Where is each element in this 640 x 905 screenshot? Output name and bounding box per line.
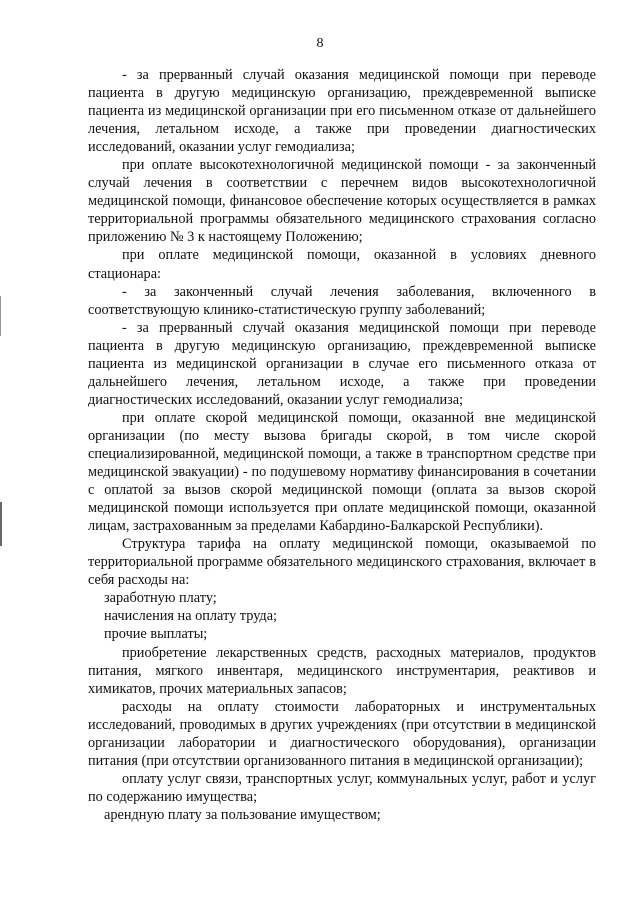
margin-binding-mark [0,502,2,546]
paragraph-completed-case: - за законченный случай лечения заболевания, включенного в соответствующую клинико-статистическую группу заболеваний; [88,283,596,318]
paragraph-interrupted-case: - за прерванный случай оказания медицинской помощи при переводе пациента в другую медицинскую организацию, преждевременной выписке пациента из медицинской организации при его письменном отказе от дальнейшего лечения, летальном исходе, а также при проведении диагностических исследований, оказании услуг гемодиализа; [88,67,596,156]
paragraph-interrupted-case-day-hospital: - за прерванный случай оказания медицинской помощи при переводе пациента в другую медицинскую организацию, преждевременной выписке пациента из медицинской организации в случае его письменного отказа от дальнейшего лечения, летальном исходе, а также при проведении диагностических исследований, оказании услуг гемодиализа; [88,319,596,408]
list-item: расходы на оплату стоимости лабораторных и инструментальных исследований, проводимых в других учреждениях (при отсутствии в медицинской организации лаборатории и диагностического оборудования), организации питания (при отсутствии организованного питания в медицинской организации); [88,698,596,769]
paragraph-tariff-structure: Структура тарифа на оплату медицинской помощи, оказываемой по территориальной программе обязательного медицинского страхования, включает в себя расходы на: [88,536,596,589]
list-item: начисления на оплату труда; [104,608,278,625]
list-item: прочие выплаты; [104,626,208,643]
margin-binding-mark [0,296,1,336]
page-number: 8 [316,36,324,51]
list-item: арендную плату за пользование имуществом; [104,806,381,823]
list-item: приобретение лекарственных средств, расходных материалов, продуктов питания, мягкого инвентаря, медицинского инструментария, реактивов и химикатов, прочих материальных запасов; [88,644,596,697]
paragraph-day-hospital: при оплате медицинской помощи, оказанной в условиях дневного стационара: [88,247,596,282]
list-item: заработную плату; [104,590,217,607]
paragraph-emergency-care: при оплате скорой медицинской помощи, оказанной вне медицинской организации (по месту вызова бригады скорой, в том числе скорой специализированной, медицинской помощи, а также в транспортном средстве при медицинской эвакуации) - по подушевому нормативу финансирования в сочетании с оплатой за вызов скорой медицинской помощи (оплата за вызов скорой медицинской помощи используется при оплате медицинской помощи, оказанной лицам, застрахованным за пределами Кабардино-Балкарской Республики). [88,409,596,535]
document-body [88,66,596,824]
list-item: оплату услуг связи, транспортных услуг, коммунальных услуг, работ и услуг по содержанию имущества; [88,770,596,805]
paragraph-high-tech-care: при оплате высокотехнологичной медицинской помощи - за законченный случай лечения в соответствии с перечнем видов высокотехнологичной медицинской помощи, финансовое обеспечение которых осуществляется в рамках территориальной программы обязательного медицинского страхования согласно приложению № 3 к настоящему Положению; [88,157,596,246]
